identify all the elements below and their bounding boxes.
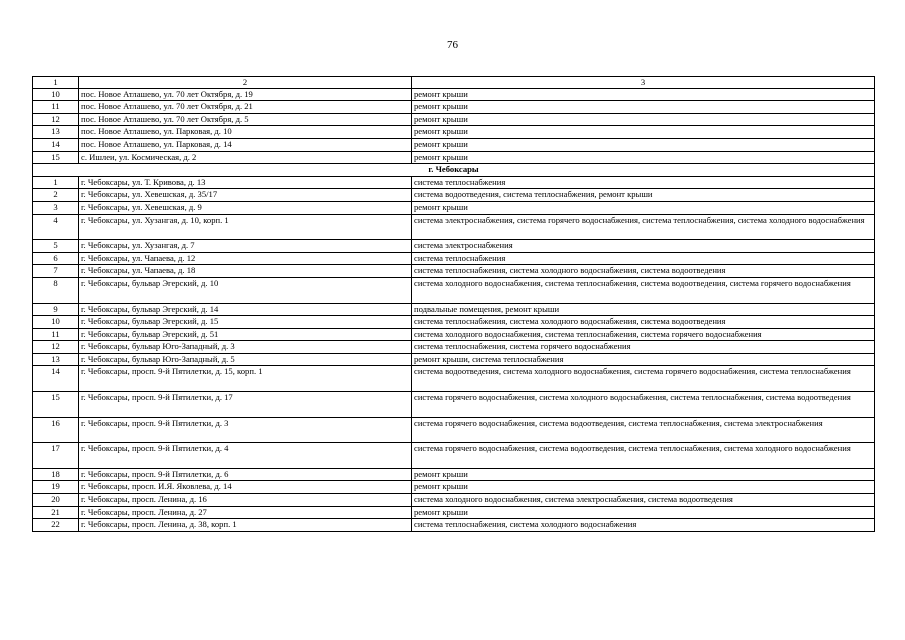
works-cell: ремонт крыши <box>412 113 875 126</box>
address-cell: г. Чебоксары, просп. И.Я. Яковлева, д. 14 <box>79 481 412 494</box>
address-cell: г. Чебоксары, бульвар Эгерский, д. 14 <box>79 303 412 316</box>
works-cell: система электроснабжения, система горячего водоснабжения, система теплоснабжения, система холодного водоснабжения <box>412 214 875 240</box>
works-cell: ремонт крыши <box>412 126 875 139</box>
row-number: 7 <box>33 265 79 278</box>
row-number: 13 <box>33 353 79 366</box>
row-number: 10 <box>33 88 79 101</box>
table-row <box>33 494 875 507</box>
works-cell: ремонт крыши, система теплоснабжения <box>412 353 875 366</box>
table-row <box>33 417 875 443</box>
address-cell: г. Чебоксары, бульвар Эгерский, д. 51 <box>79 328 412 341</box>
address-cell: г. Чебоксары, бульвар Эгерский, д. 10 <box>79 277 412 303</box>
address-cell: г. Чебоксары, просп. 9-й Пятилетки, д. 6 <box>79 468 412 481</box>
row-number: 15 <box>33 151 79 164</box>
address-cell: г. Чебоксары, ул. Чапаева, д. 12 <box>79 252 412 265</box>
address-cell: г. Чебоксары, бульвар Эгерский, д. 15 <box>79 316 412 329</box>
table-row <box>33 468 875 481</box>
address-cell: г. Чебоксары, ул. Хузангая, д. 7 <box>79 240 412 253</box>
table-row <box>33 214 875 240</box>
works-cell: ремонт крыши <box>412 88 875 101</box>
works-cell: подвальные помещения, ремонт крыши <box>412 303 875 316</box>
address-cell: г. Чебоксары, просп. 9-й Пятилетки, д. 3 <box>79 417 412 443</box>
table-row <box>33 189 875 202</box>
row-number: 9 <box>33 303 79 316</box>
table-row <box>33 151 875 164</box>
table-row <box>33 392 875 418</box>
row-number: 3 <box>33 201 79 214</box>
table-row <box>33 316 875 329</box>
works-cell: система теплоснабжения, система холодного водоснабжения, система водоотведения <box>412 316 875 329</box>
column-number-2: 2 <box>79 77 412 89</box>
row-number: 15 <box>33 392 79 418</box>
works-cell: система горячего водоснабжения, система холодного водоснабжения, система теплоснабжения, система водоотведения <box>412 392 875 418</box>
row-number: 21 <box>33 506 79 519</box>
works-cell: система холодного водоснабжения, система электроснабжения, система водоотведения <box>412 494 875 507</box>
works-cell: система горячего водоснабжения, система водоотведения, система теплоснабжения, система электроснабжения <box>412 417 875 443</box>
table-row <box>33 506 875 519</box>
table-row <box>33 101 875 114</box>
table-row <box>33 328 875 341</box>
table-row <box>33 519 875 532</box>
table-row <box>33 353 875 366</box>
table-row <box>33 201 875 214</box>
address-cell: г. Чебоксары, бульвар Юго-Западный, д. 5 <box>79 353 412 366</box>
row-number: 14 <box>33 366 79 392</box>
row-number: 17 <box>33 443 79 469</box>
address-cell: г. Чебоксары, ул. Хузангая, д. 10, корп. 1 <box>79 214 412 240</box>
row-number: 10 <box>33 316 79 329</box>
table-row <box>33 277 875 303</box>
table-row <box>33 240 875 253</box>
works-cell: система горячего водоснабжения, система водоотведения, система теплоснабжения, система холодного водоснабжения <box>412 443 875 469</box>
address-cell: г. Чебоксары, просп. 9-й Пятилетки, д. 4 <box>79 443 412 469</box>
address-cell: г. Чебоксары, просп. Ленина, д. 27 <box>79 506 412 519</box>
address-cell: г. Чебоксары, ул. Чапаева, д. 18 <box>79 265 412 278</box>
works-cell: ремонт крыши <box>412 138 875 151</box>
row-number: 14 <box>33 138 79 151</box>
row-number: 16 <box>33 417 79 443</box>
address-cell: г. Чебоксары, просп. Ленина, д. 38, корп. 1 <box>79 519 412 532</box>
row-number: 12 <box>33 341 79 354</box>
row-number: 13 <box>33 126 79 139</box>
address-cell: пос. Новое Атлашево, ул. 70 лет Октября, д. 21 <box>79 101 412 114</box>
row-number: 22 <box>33 519 79 532</box>
works-cell: система водоотведения, система холодного водоснабжения, система горячего водоснабжения, система теплоснабжения <box>412 366 875 392</box>
row-number: 11 <box>33 101 79 114</box>
table-row <box>33 176 875 189</box>
row-number: 18 <box>33 468 79 481</box>
address-cell: пос. Новое Атлашево, ул. 70 лет Октября, д. 5 <box>79 113 412 126</box>
page-number: 76 <box>447 39 458 51</box>
row-number: 20 <box>33 494 79 507</box>
address-cell: пос. Новое Атлашево, ул. Парковая, д. 10 <box>79 126 412 139</box>
address-cell: г. Чебоксары, просп. 9-й Пятилетки, д. 17 <box>79 392 412 418</box>
table-row <box>33 443 875 469</box>
works-cell: система теплоснабжения, система горячего водоснабжения <box>412 341 875 354</box>
works-table <box>32 76 875 532</box>
works-cell: ремонт крыши <box>412 101 875 114</box>
row-number: 1 <box>33 176 79 189</box>
works-cell: ремонт крыши <box>412 481 875 494</box>
column-number-row <box>33 77 875 89</box>
table-row <box>33 113 875 126</box>
address-cell: пос. Новое Атлашево, ул. 70 лет Октября, д. 19 <box>79 88 412 101</box>
works-table-body <box>33 77 875 532</box>
works-cell: система теплоснабжения, система холодного водоснабжения <box>412 519 875 532</box>
address-cell: г. Чебоксары, бульвар Юго-Западный, д. 3 <box>79 341 412 354</box>
address-cell: г. Чебоксары, ул. Хевешская, д. 9 <box>79 201 412 214</box>
row-number: 8 <box>33 277 79 303</box>
works-cell: ремонт крыши <box>412 468 875 481</box>
row-number: 11 <box>33 328 79 341</box>
address-cell: пос. Новое Атлашево, ул. Парковая, д. 14 <box>79 138 412 151</box>
table-row <box>33 138 875 151</box>
row-number: 12 <box>33 113 79 126</box>
works-cell: система электроснабжения <box>412 240 875 253</box>
address-cell: г. Чебоксары, просп. 9-й Пятилетки, д. 15, корп. 1 <box>79 366 412 392</box>
column-number-1: 1 <box>33 77 79 89</box>
row-number: 5 <box>33 240 79 253</box>
column-number-3: 3 <box>412 77 875 89</box>
address-cell: г. Чебоксары, ул. Т. Кривова, д. 13 <box>79 176 412 189</box>
row-number: 2 <box>33 189 79 202</box>
works-cell: система холодного водоснабжения, система теплоснабжения, система горячего водоснабжения <box>412 328 875 341</box>
works-cell: система теплоснабжения <box>412 252 875 265</box>
address-cell: г. Чебоксары, ул. Хевешская, д. 35/17 <box>79 189 412 202</box>
address-cell: г. Чебоксары, просп. Ленина, д. 16 <box>79 494 412 507</box>
table-row <box>33 366 875 392</box>
table-row <box>33 303 875 316</box>
table-row <box>33 126 875 139</box>
works-cell: система теплоснабжения, система холодного водоснабжения, система водоотведения <box>412 265 875 278</box>
table-row <box>33 481 875 494</box>
table-row <box>33 341 875 354</box>
section-title: г. Чебоксары <box>33 164 875 177</box>
section-row <box>33 164 875 177</box>
works-cell: система холодного водоснабжения, система теплоснабжения, система водоотведения, система горячего водоснабжения <box>412 277 875 303</box>
row-number: 6 <box>33 252 79 265</box>
table-row <box>33 88 875 101</box>
table-row <box>33 252 875 265</box>
address-cell: с. Ишлеи, ул. Космическая, д. 2 <box>79 151 412 164</box>
works-cell: ремонт крыши <box>412 201 875 214</box>
works-cell: система водоотведения, система теплоснабжения, ремонт крыши <box>412 189 875 202</box>
works-cell: ремонт крыши <box>412 506 875 519</box>
works-cell: система теплоснабжения <box>412 176 875 189</box>
row-number: 4 <box>33 214 79 240</box>
row-number: 19 <box>33 481 79 494</box>
table-row <box>33 265 875 278</box>
works-cell: ремонт крыши <box>412 151 875 164</box>
